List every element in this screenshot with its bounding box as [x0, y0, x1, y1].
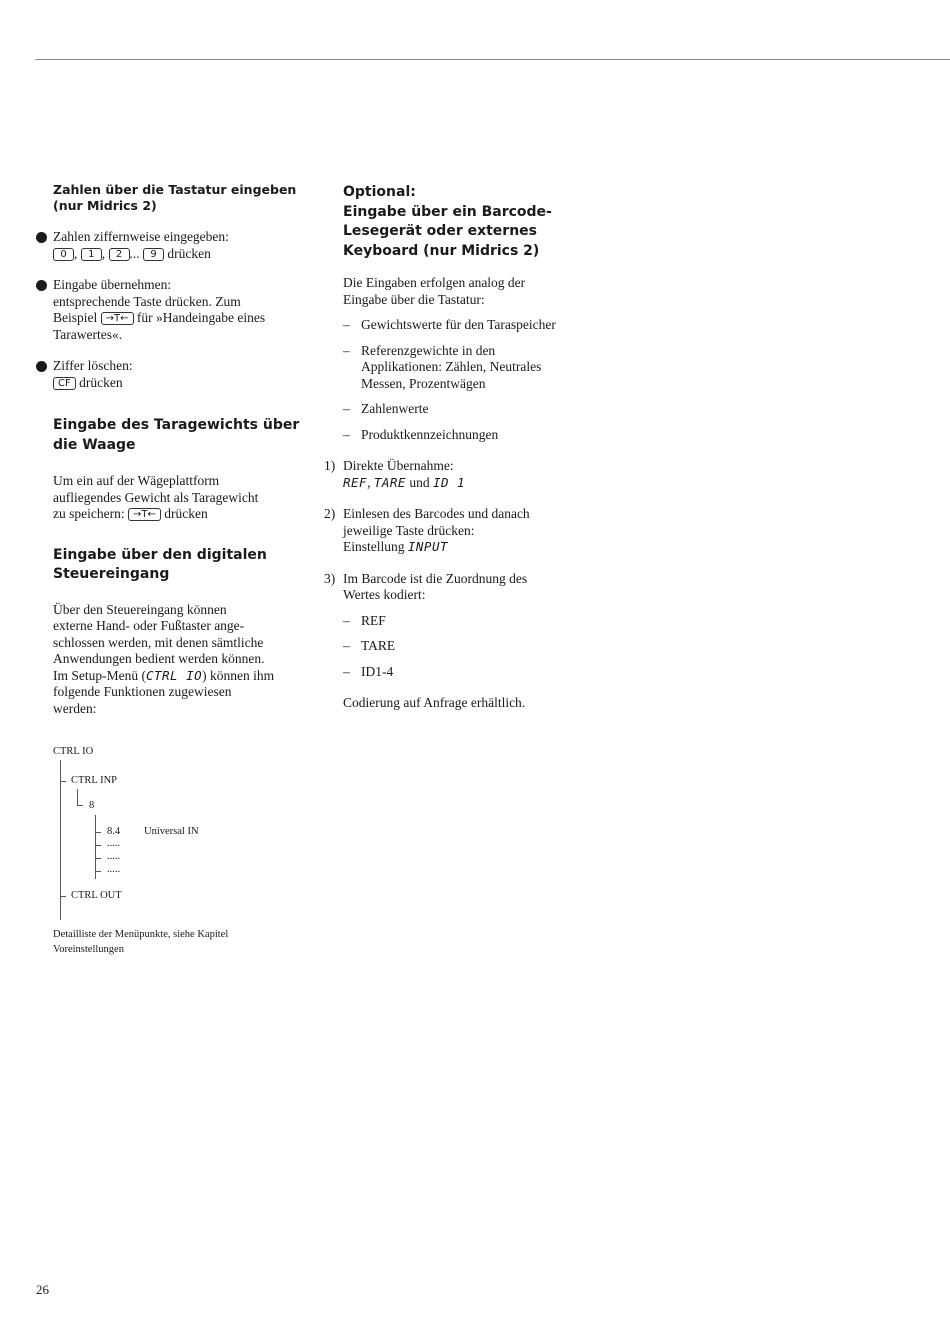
tree-ctrl-out: CTRL OUT — [71, 890, 122, 901]
tare-key-icon: →T← — [101, 312, 134, 325]
numbered-item-1: 1) Direkte Übernahme: REF, TARE und ID 1 — [324, 458, 466, 490]
bullet-dot-icon — [36, 232, 47, 243]
section-title-digital-input: Eingabe über den digitalen Steuereingang — [53, 546, 267, 582]
list-item: – Produktkennzeichnungen — [343, 426, 499, 442]
bullet-dot-icon — [36, 280, 47, 291]
numbered-item-2: 2) Einlesen des Barcodes und danach jeweilige Taste drücken: Einstellung INPUT — [324, 506, 530, 554]
closing-note: Codierung auf Anfrage erhältlich. — [343, 695, 526, 710]
tree-branch — [95, 832, 101, 833]
section-title-keyboard-input: Zahlen über die Tastatur eingeben (nur Midrics 2) — [53, 182, 297, 213]
list-item: – REF — [343, 612, 386, 628]
tree-node-8: 8 — [89, 800, 95, 811]
tree-branch — [60, 781, 66, 782]
lcd-ctrl-io: CTRL IO — [145, 667, 203, 683]
numbered-item-3: 3) Im Barcode ist die Zuordnung des Wertes kodiert: — [324, 570, 528, 602]
bullet-accept-input: Eingabe übernehmen: entsprechende Taste drücken. Zum Beispiel →T← für »Handeingabe eines Tarawertes«. — [53, 277, 303, 343]
list-item: – Referenzgewichte in den Applikationen: Zählen, Neutrales Messen, Prozentwägen — [343, 342, 542, 391]
list-item: – Gewichtswerte für den Taraspeicher — [343, 317, 556, 332]
section-title-barcode: Optional: Eingabe über ein Barcode- Lesegerät oder externes Keyboard (nur Midrics 2) — [343, 184, 552, 259]
list-item: – TARE — [343, 638, 396, 653]
tree-branch — [95, 815, 96, 879]
key-1: 1 — [81, 248, 102, 261]
tree-code-8-4: 8.4 — [107, 826, 121, 837]
tare-paragraph: Um ein auf der Wägeplattform aufliegendes Gewicht als Taragewicht zu speichern: →T← drücken — [53, 473, 259, 521]
page-number: 26 — [36, 1282, 49, 1297]
lcd-ref: REF — [343, 474, 368, 490]
tree-dots: ..... — [107, 838, 121, 849]
top-rule — [35, 59, 950, 60]
tree-label-universal-in: Universal IN — [144, 826, 199, 837]
tree-branch — [77, 805, 83, 806]
tree-branch — [95, 845, 101, 846]
tree-dots: ..... — [107, 864, 121, 875]
lcd-tare: TARE — [373, 474, 406, 490]
tree-branch — [60, 896, 66, 897]
tare-key-icon: →T← — [128, 508, 161, 521]
tree-root: CTRL IO — [53, 746, 94, 757]
digital-input-paragraph: Über den Steuereingang können externe Hand- oder Fußtaster ange- schlossen werden, mit denen sämtliche Anwendungen bedient werden können. Im Setup-Menü (CTRL IO) können ihm folgende Funktionen zugewiesen werden: — [53, 601, 275, 716]
list-item: – Zahlenwerte — [343, 401, 429, 416]
bullet-dot-icon — [36, 361, 47, 372]
footnote: Detailliste der Menüpunkte, siehe Kapitel Voreinstellungen — [53, 929, 229, 955]
lcd-id1: ID 1 — [432, 474, 466, 490]
bullet-enter-digits: Zahlen ziffernweise eingegeben: 0 , 1 , 2 ... 9 drücken — [53, 229, 303, 262]
tree-ctrl-inp: CTRL INP — [71, 775, 117, 786]
tree-branch — [95, 871, 101, 872]
tree-dots: ..... — [107, 851, 121, 862]
key-cf: CF — [53, 377, 76, 390]
key-9: 9 — [143, 248, 164, 261]
bullet-delete-digit: Ziffer löschen: CF drücken — [53, 358, 303, 391]
barcode-intro: Die Eingaben erfolgen analog der Eingabe über die Tastatur: — [343, 275, 526, 307]
tree-branch — [95, 858, 101, 859]
left-column — [53, 182, 303, 717]
right-column — [324, 183, 603, 712]
key-0: 0 — [53, 248, 74, 261]
section-title-tare-weight: Eingabe des Taragewichts über die Waage — [53, 417, 300, 453]
key-2: 2 — [109, 248, 130, 261]
lcd-input: INPUT — [407, 539, 449, 554]
list-item: – ID1-4 — [343, 663, 394, 679]
tree-branch — [77, 789, 78, 805]
